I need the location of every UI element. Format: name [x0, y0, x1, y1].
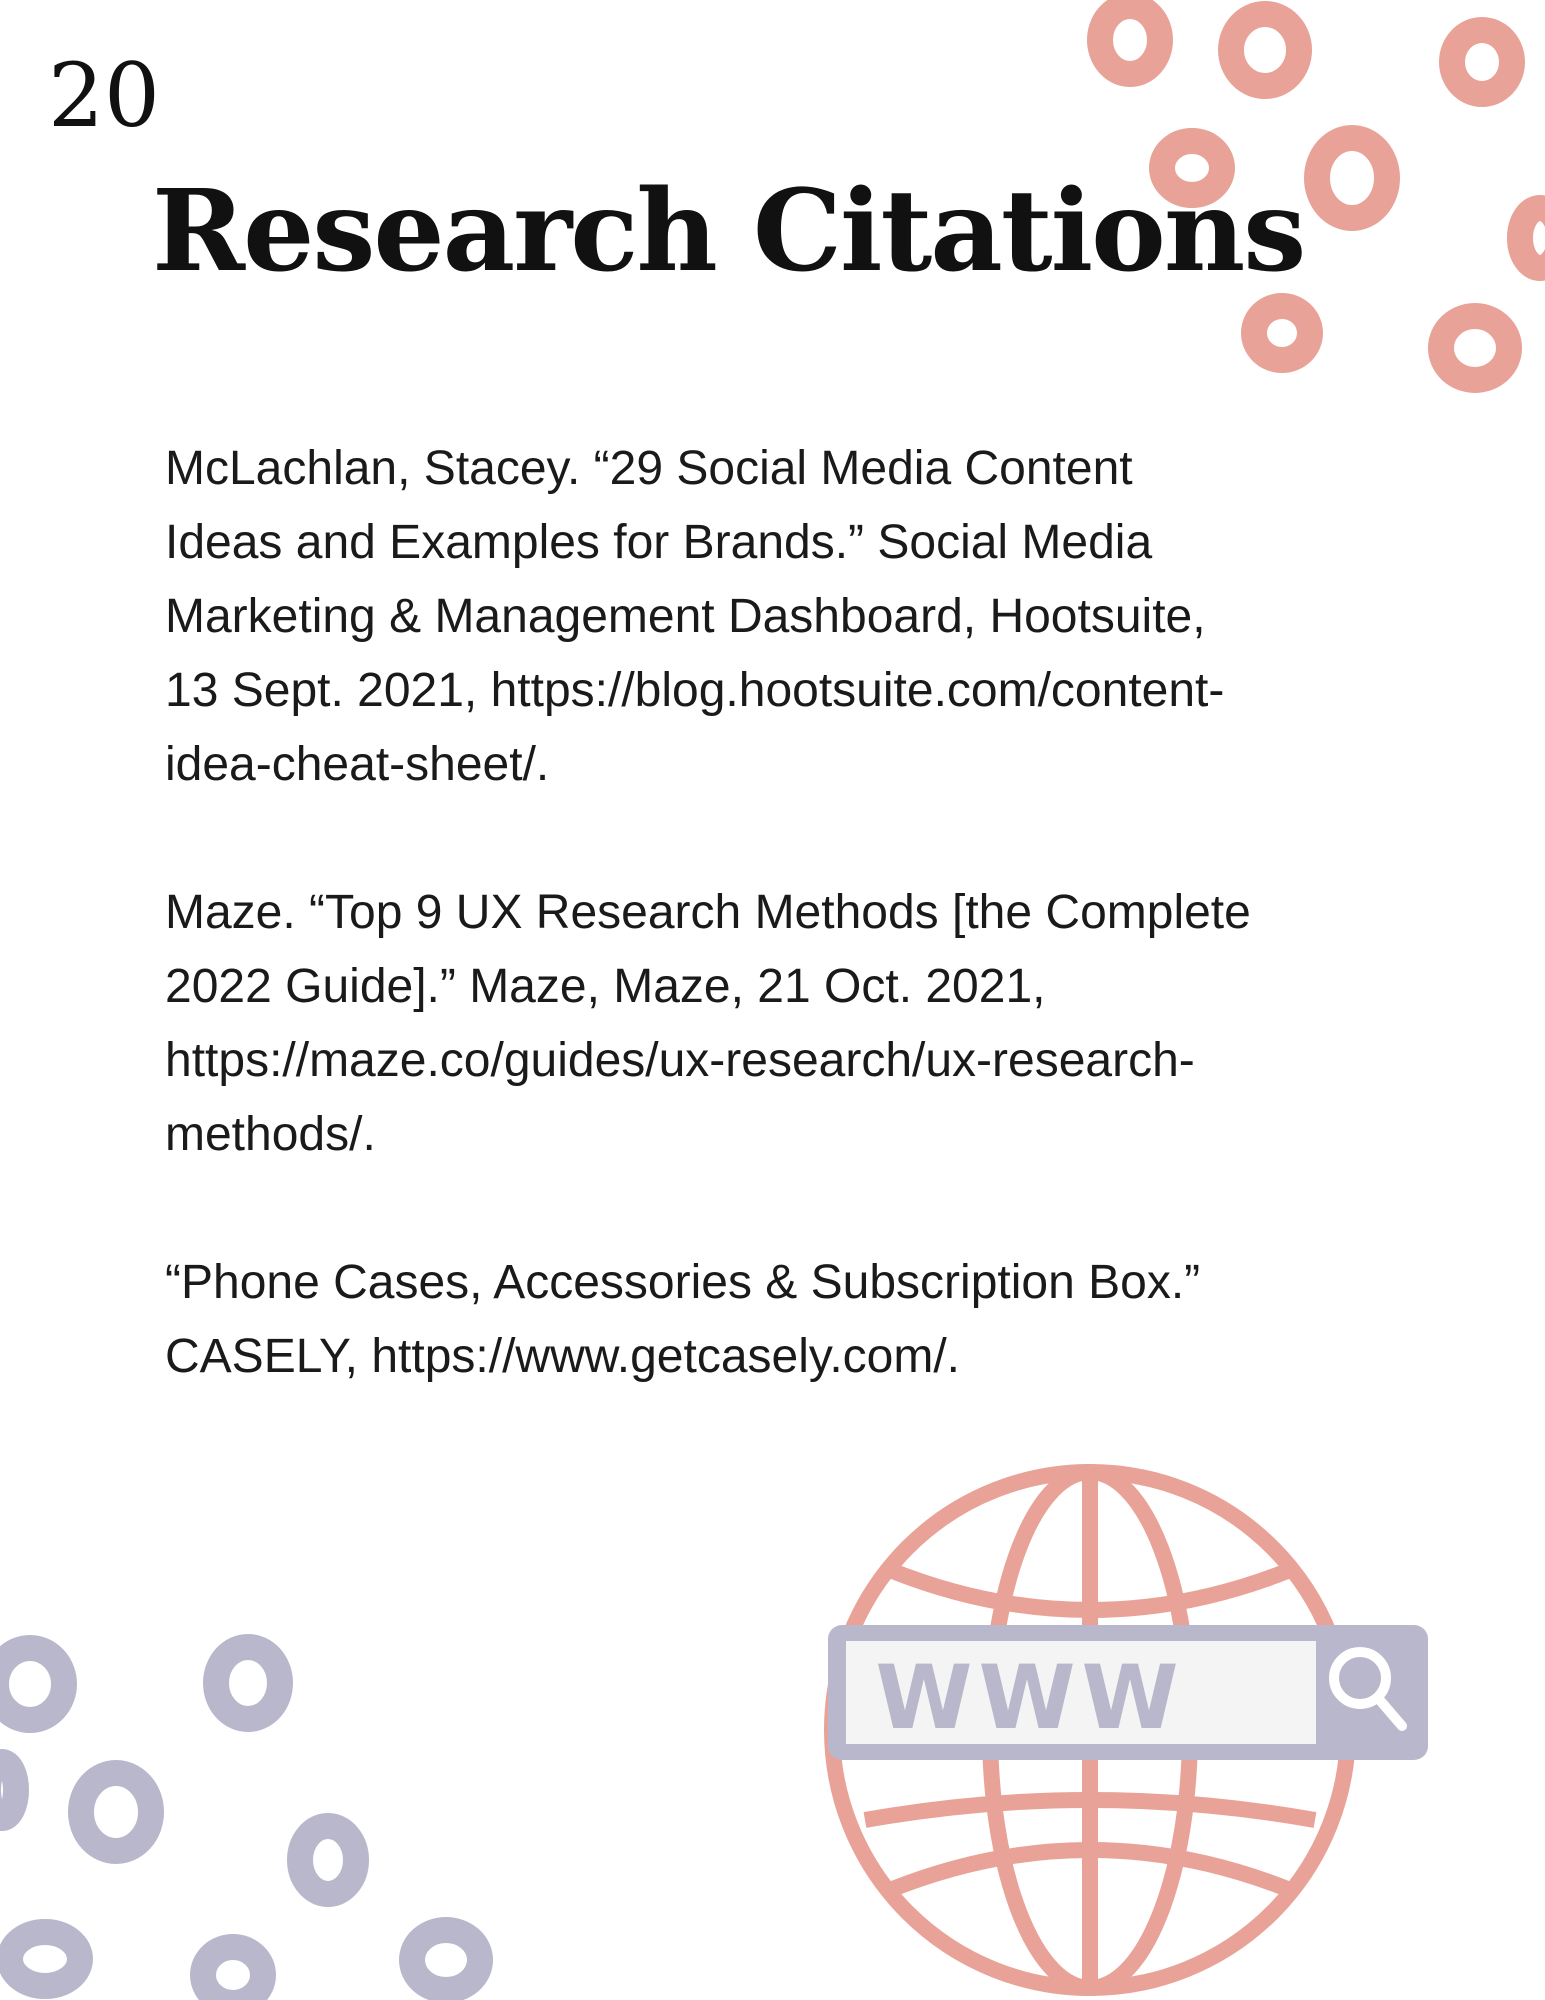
citation-line: 2022 Guide].” Maze, Maze, 21 Oct. 2021, — [165, 960, 1046, 1013]
citation-line: https://maze.co/guides/ux-research/ux-research- — [165, 1034, 1195, 1087]
citation-line: Ideas and Examples for Brands.” Social Media — [165, 516, 1153, 569]
search-bar-text: WWW — [875, 1646, 1185, 1749]
citation-line: CASELY, https://www.getcasely.com/. — [165, 1330, 960, 1383]
citation-entry — [165, 876, 1395, 1172]
citation-line: Maze. “Top 9 UX Research Methods [the Complete — [165, 886, 1251, 939]
citation-entry — [165, 432, 1395, 802]
page-number: 20 — [48, 44, 160, 147]
citation-list — [165, 432, 1395, 1468]
citation-line: methods/. — [165, 1108, 376, 1161]
globe-search-illustration — [820, 1430, 1440, 2000]
citation-line: “Phone Cases, Accessories & Subscription Box.” — [165, 1256, 1201, 1309]
citation-line: 13 Sept. 2021, https://blog.hootsuite.com/content- — [165, 664, 1225, 717]
citation-line: McLachlan, Stacey. “29 Social Media Content — [165, 442, 1133, 495]
citation-line: idea-cheat-sheet/. — [165, 738, 550, 791]
citation-entry — [165, 1246, 1395, 1394]
citation-line: Marketing & Management Dashboard, Hootsuite, — [165, 590, 1206, 643]
page-title: Research Citations — [152, 166, 1305, 297]
